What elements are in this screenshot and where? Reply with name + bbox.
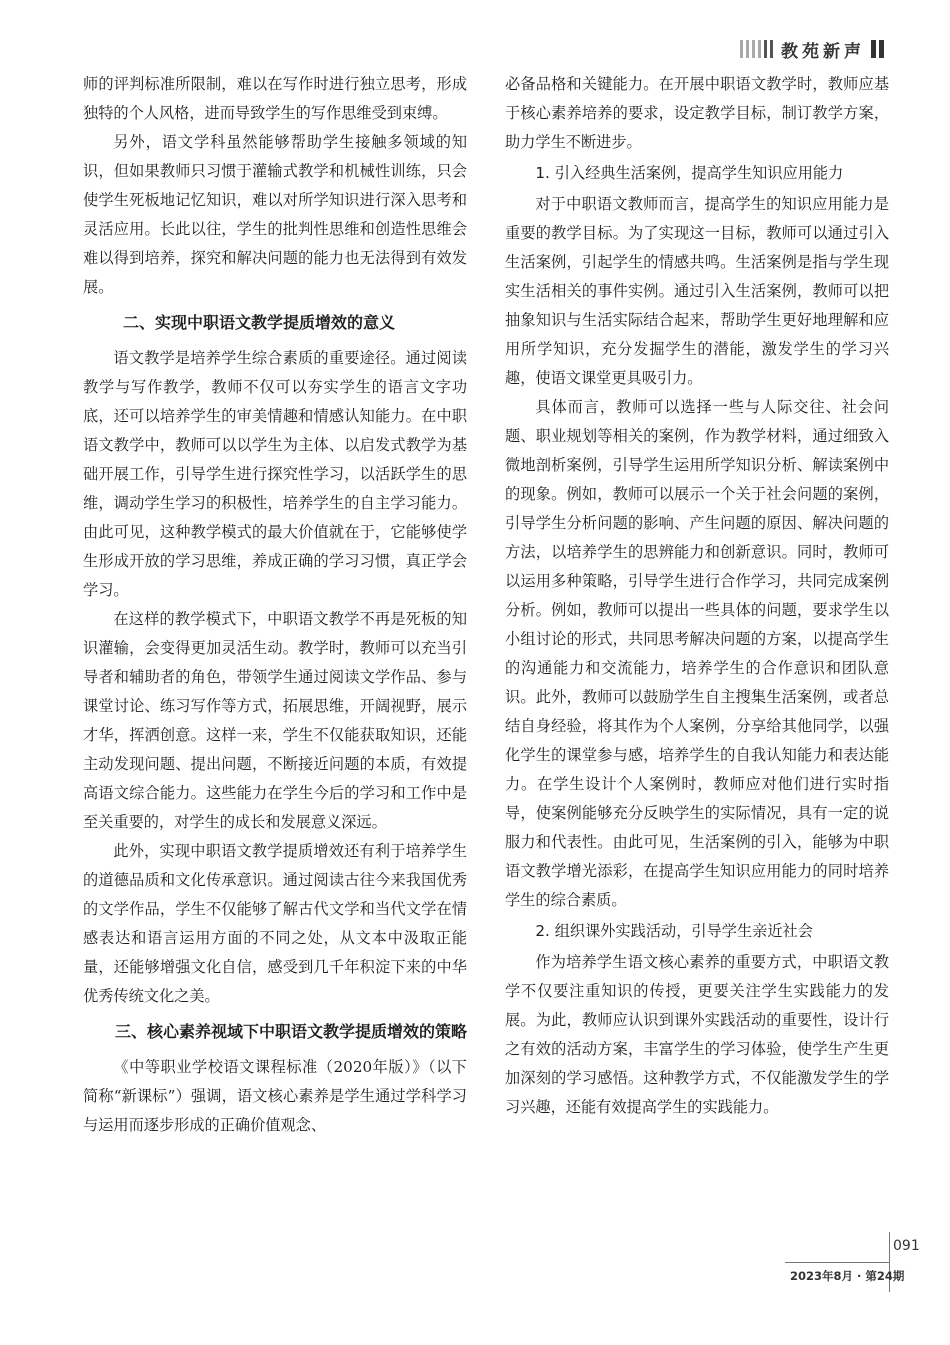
header-end-bars: [871, 40, 884, 58]
paragraph: 必备品格和关键能力。在开展中职语文教学时，教师应基于核心素养培养的要求，设定教学目标，制订教学方案，助力学生不断进步。: [505, 75, 889, 151]
subsection-heading: 1. 引入经典生活案例，提高学生知识应用能力: [535, 164, 844, 182]
page-number: 091: [893, 1238, 920, 1254]
header-decoration-bars: [740, 40, 773, 58]
paragraph: 具体而言，教师可以选择一些与人际交往、社会问题、职业规划等相关的案例，作为教学材料，通过细致入微地剖析案例，引导学生运用所学知识分析、解读案例中的现象。例如，教师可以展示一个关于社会问题的案例，引导学生分析问题的影响、产生问题的原因、解决问题的方法，以培养学生的思辨能力和创新意识。同时，教师可以运用多种策略，引导学生进行合作学习，共同完成案例分析。例如，教师可以提出一些具体的问题，要求学生以小组讨论的形式，共同思考解决问题的方案，以提高学生的沟通能力和交流能力，培养学生的合作意识和团队意识。此外，教师可以鼓励学生自主搜集生活案例，或者总结自身经验，将其作为个人案例，分享给其他同学，以强化学生的课堂参与感，培养学生的自我认知能力和表达能力。在学生设计个人案例时，教师应对他们进行实时指导，使案例能够充分反映学生的实际情况，具有一定的说服力和代表性。由此可见，生活案例的引入，能够为中职语文教学增光添彩，在提高学生知识应用能力的同时培养学生的综合素质。: [505, 398, 889, 909]
paragraph: 师的评判标准所限制，难以在写作时进行独立思考，形成独特的个人风格，进而导致学生的写作思维受到束缚。: [83, 75, 467, 122]
section-title: 教苑新声: [781, 41, 865, 62]
paragraph: 此外，实现中职语文教学提质增效还有利于培养学生的道德品质和文化传承意识。通过阅读古往今来我国优秀的文学作品，学生不仅能够了解古代文学和当代文学在情感表达和语言运用方面的不同之处，从文本中汲取正能量，还能够增强文化自信，感受到几千年积淀下来的中华优秀传统文化之美。: [83, 842, 467, 1005]
issue-label: 2023年8月 · 第24期: [790, 1269, 905, 1283]
paragraph: 在这样的教学模式下，中职语文教学不再是死板的知识灌输，会变得更加灵活生动。教学时，教师可以充当引导者和辅助者的角色，带领学生通过阅读文学作品、参与课堂讨论、练习写作等方式，拓展思维，开阔视野，展示才华，挥洒创意。这样一来，学生不仅能获取知识，还能主动发现问题、提出问题，不断接近问题的本质，有效提高语文综合能力。这些能力在学生今后的学习和工作中是至关重要的，对学生的成长和发展意义深远。: [83, 610, 467, 831]
running-header: [740, 38, 884, 60]
paragraph: 另外，语文学科虽然能够帮助学生接触多领域的知识，但如果教师只习惯于灌输式教学和机械性训练，只会使学生死板地记忆知识，难以对所学知识进行深入思考和灵活应用。长此以往，学生的批判性思维和创造性思维会难以得到培养，探究和解决问题的能力也无法得到有效发展。: [83, 133, 467, 296]
paragraph: 对于中职语文教师而言，提高学生的知识应用能力是重要的教学目标。为了实现这一目标，教师可以通过引入生活案例，引起学生的情感共鸣。生活案例是指与学生现实生活相关的事件实例。通过引入生活案例，教师可以把抽象知识与生活实际结合起来，帮助学生更好地理解和应用所学知识，充分发掘学生的潜能，激发学生的学习兴趣，使语文课堂更具吸引力。: [505, 195, 889, 387]
paragraph: 《中等职业学校语文课程标准（2020年版）》（以下简称“新课标”）强调，语文核心素养是学生通过学科学习与运用而逐步形成的正确价值观念、: [83, 1058, 467, 1134]
paragraph: 作为培养学生语文核心素养的重要方式，中职语文教学不仅要注重知识的传授，更要关注学生实践能力的发展。为此，教师应认识到课外实践活动的重要性，设计行之有效的活动方案，丰富学生的学习体验，使学生产生更加深刻的学习感悟。这种教学方式，不仅能激发学生的学习兴趣，还能有效提高学生的实践能力。: [505, 953, 889, 1116]
right-column: [505, 70, 889, 1122]
section-heading: 二、实现中职语文教学提质增效的意义: [123, 313, 396, 332]
paragraph: 语文教学是培养学生综合素质的重要途径。通过阅读教学与写作教学，教师不仅可以夯实学生的语言文字功底，还可以培养学生的审美情趣和情感认知能力。在中职语文教学中，教师可以以学生为主体、以启发式教学为基础开展工作，引导学生进行探究性学习，以活跃学生的思维，调动学生学习的积极性，培养学生的自主学习能力。由此可见，这种教学模式的最大价值就在于，它能够使学生形成开放的学习思维，养成正确的学习习惯，真正学会学习。: [83, 349, 467, 599]
section-heading: 三、核心素养视域下中职语文教学提质增效的策略: [115, 1022, 468, 1041]
subsection-heading: 2. 组织课外实践活动，引导学生亲近社会: [535, 922, 813, 940]
footer-rule-horizontal: [785, 1262, 889, 1263]
left-column: [83, 70, 467, 1140]
